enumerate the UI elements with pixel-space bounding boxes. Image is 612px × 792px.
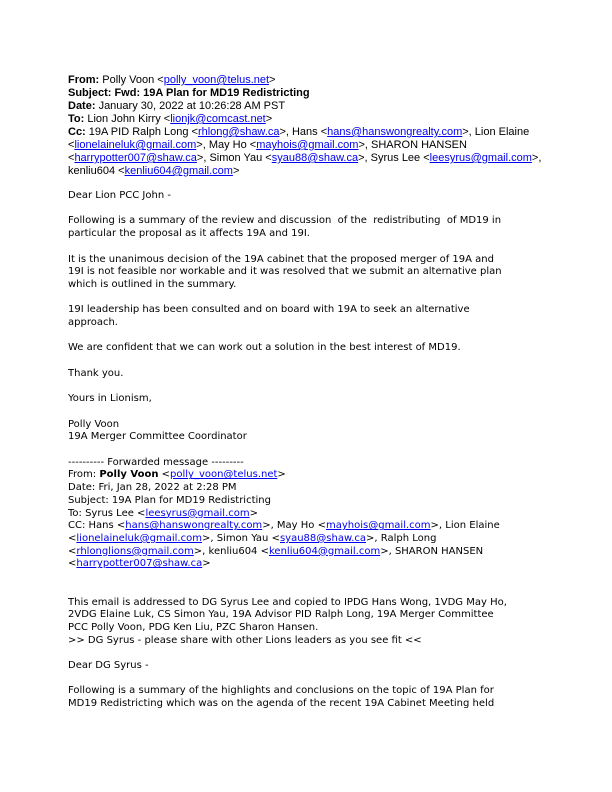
plain-text: MD19 Redistricting which was on the agenda of the recent 19A Cabinet Meeting held [68,698,495,710]
header-date-line [68,100,541,113]
plain-text: >, Ralph Long [366,532,437,544]
salutation [68,190,507,203]
fwd-subject-line [68,495,507,508]
plain-text: >, [531,152,542,164]
plain-text: < [68,532,77,544]
email-link[interactable]: leesyrus@gmail.com [429,152,532,164]
header-to-line [68,113,541,126]
plain-text: Subject: 19A Plan for MD19 Redistricting [68,494,271,506]
plain-text: which is outlined in the summary. [68,278,237,290]
plain-text: > [249,507,259,519]
body-line [68,317,507,330]
email-link[interactable]: lionjk@comcast.net [170,113,266,125]
plain-text: >, May Ho < [196,139,257,151]
plain-text: >, Lion Elaine [430,520,500,532]
plain-text: 19I is not feasible nor workable and it was resolved that we submit an alternative plan [68,266,502,278]
plain-text: >, Simon Yau < [196,152,272,164]
header-subject-line [68,87,541,100]
plain-text: Following is a summary of the highlights and conclusions on the topic of 19A Plan for [68,685,494,697]
plain-text: approach. [68,317,118,329]
plain-text: Dear Lion PCC John - [68,190,171,201]
email-link[interactable]: kenliu604@gmail.com [124,165,233,177]
plain-text: < [68,545,77,557]
plain-text: Following is a summary of the review and discussion of the redistributing of MD19 in [68,215,502,227]
plain-text: < [68,139,75,151]
bold-label-text: To: [68,113,88,125]
body-line [68,215,507,228]
plain-text: < [68,152,75,164]
bold-label-text: Cc: [68,126,89,138]
blank-line [68,647,507,660]
plain-text: < [68,558,77,570]
plain-text: > [277,469,286,481]
plain-text: >, Syrus Lee < [358,152,430,164]
blank-line [68,381,507,394]
plain-text: >> DG Syrus - please share with other Lions leaders as you see fit << [68,634,422,646]
email-link[interactable]: polly_voon@telus.net [170,469,278,481]
plain-text: > [232,165,240,177]
fwd-cc-line [68,533,507,546]
plain-text: kenliu604 < [68,165,125,177]
plain-text: >, kenliu604 < [193,545,269,557]
fwd-to-line [68,508,507,521]
plain-text: To: Syrus Lee < [68,507,146,519]
fwd-salutation [68,660,507,673]
forwarded-message-divider [68,457,507,470]
plain-text: ---------- Forwarded message --------- [68,456,244,468]
body-line [68,266,507,279]
plain-text: Polly Voon < [102,74,164,86]
fwd-date-line [68,482,507,495]
plain-text: > [265,113,273,125]
plain-text: Date: Fri, Jan 28, 2022 at 2:28 PM [68,482,237,494]
plain-text: Lion John Kirry < [87,113,171,125]
plain-text: From: [68,469,100,481]
plain-text: Thank you. [68,367,124,379]
body-line [68,254,507,267]
email-link[interactable]: kenliu604@gmail.com [268,545,381,557]
plain-text: > [269,74,276,86]
body-line [68,622,507,635]
email-link[interactable]: polly_voon@telus.net [163,74,270,86]
plain-text: This email is addressed to DG Syrus Lee and copied to IPDG Hans Wong, 1VDG May Ho, [68,596,507,608]
plain-text: January 30, 2022 at 10:26:28 AM PST [98,100,286,112]
body-line [68,609,507,622]
plain-text: >, Lion Elaine [462,126,530,138]
plain-text: >, SHARON HANSEN [380,545,484,557]
email-link[interactable]: rhlonglions@gmail.com [76,545,194,557]
fwd-cc-line [68,558,507,571]
email-link[interactable]: hans@hanswongrealty.com [327,126,463,138]
body-line [68,685,507,698]
email-body-block [68,190,507,711]
email-link[interactable]: syau88@shaw.ca [271,152,359,164]
plain-text: particular the proposal as it affects 19A and 19I. [68,228,310,240]
blank-line [68,355,507,368]
blank-line [68,584,507,597]
body-line [68,342,507,355]
email-link[interactable]: mayhois@gmail.com [325,520,431,532]
blank-line [68,292,507,305]
plain-text: >, Hans < [279,126,328,138]
body-line [68,698,507,711]
plain-text: Polly Voon [68,418,120,430]
plain-text: Dear DG Syrus - [68,660,149,672]
signature-name [68,419,507,432]
bold-label-text: Polly Voon [99,469,159,481]
body-line [68,393,507,406]
header-cc-line [68,152,541,165]
email-header-block [68,74,541,178]
bold-label-text: From: [68,74,103,86]
email-link[interactable]: mayhois@gmail.com [256,139,359,151]
plain-text: < [158,469,170,481]
header-from-line [68,74,541,87]
blank-line [68,571,507,584]
plain-text: >, SHARON HANSEN [358,139,467,151]
email-link[interactable]: syau88@shaw.ca [279,532,367,544]
email-link[interactable]: harrypotter007@shaw.ca [74,152,197,164]
blank-line [68,330,507,343]
header-cc-line [68,126,541,139]
plain-text: It is the unanimous decision of the 19A cabinet that the proposed merger of 19A and [68,253,494,265]
plain-text: >, Simon Yau < [201,532,280,544]
header-cc-line [68,139,541,152]
fwd-cc-line [68,520,507,533]
blank-line [68,203,507,216]
plain-text: Yours in Lionism, [68,393,152,405]
fwd-cc-line [68,546,507,559]
bold-label-text: Date: [68,100,99,112]
plain-text: >, May Ho < [262,520,326,532]
email-link[interactable]: hans@hanswongrealty.com [125,520,263,532]
plain-text: CC: Hans < [68,520,126,532]
header-cc-line [68,165,541,178]
signature-title [68,431,507,444]
body-line [68,304,507,317]
plain-text: 19A Merger Committee Coordinator [68,431,247,443]
plain-text: 19A PID Ralph Long < [88,126,198,138]
email-link[interactable]: lionelaineluk@gmail.com [74,139,197,151]
plain-text: 2VDG Elaine Luk, CS Simon Yau, 19A Advisor PID Ralph Long, 19A Merger Committee [68,609,494,621]
blank-line [68,673,507,686]
plain-text: PCC Polly Voon, PDG Ken Liu, PZC Sharon Hansen. [68,621,319,633]
body-line [68,597,507,610]
bold-label-text: Subject: Fwd: 19A Plan for MD19 Redistricting [68,87,310,99]
body-line [68,368,507,381]
plain-text: 19I leadership has been consulted and on board with 19A to seek an alternative [68,304,470,316]
body-line [68,279,507,292]
blank-line [68,444,507,457]
email-link[interactable]: harrypotter007@shaw.ca [76,558,203,570]
body-line [68,228,507,241]
email-link[interactable]: rhlong@shaw.ca [197,126,280,138]
email-link[interactable]: leesyrus@gmail.com [145,507,250,519]
body-line [68,635,507,648]
plain-text: We are confident that we can work out a solution in the best interest of MD19. [68,342,461,354]
blank-line [68,241,507,254]
email-link[interactable]: lionelaineluk@gmail.com [76,532,202,544]
blank-line [68,406,507,419]
plain-text: > [202,558,211,570]
fwd-from-line [68,469,507,482]
